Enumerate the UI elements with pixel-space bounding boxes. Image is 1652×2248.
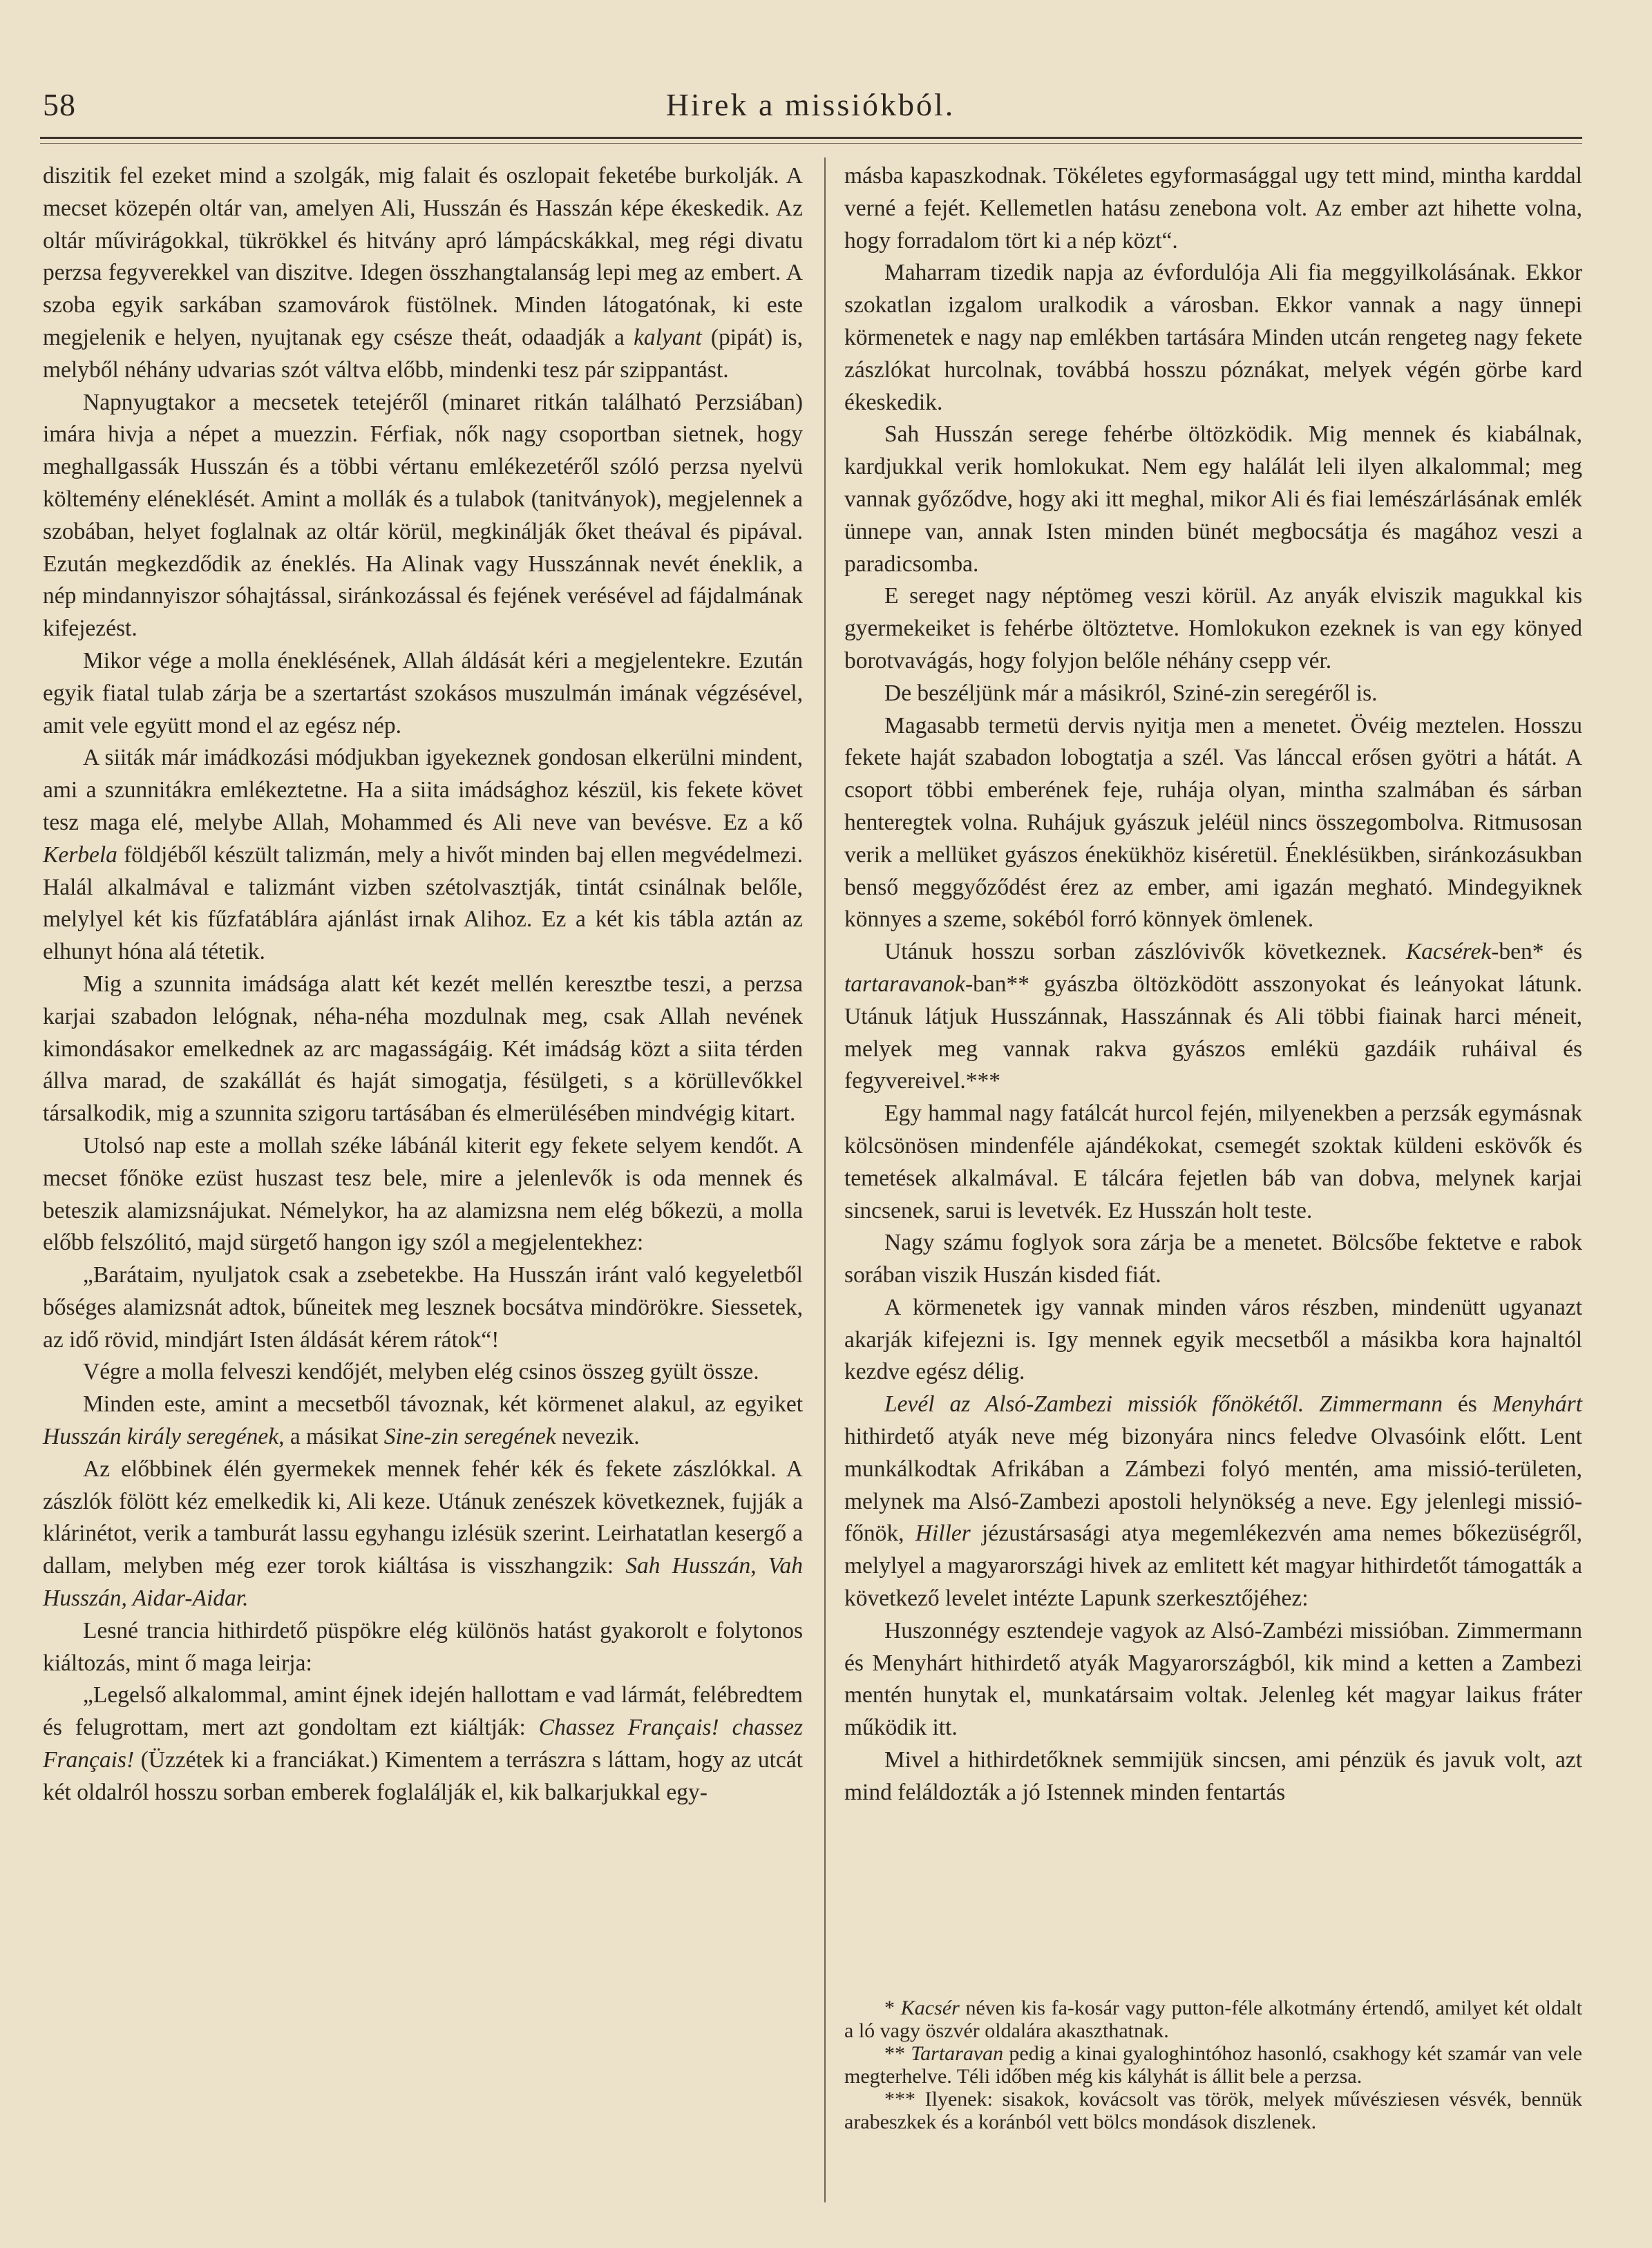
paragraph-l9 — [43, 1389, 803, 1454]
text-run: Utolsó nap este a mollah széke lábánál kiterit egy fekete selyem kendőt. A mecset főnöke ezüst huszast tesz bele, mire a jelenlevők is oda mennek és beteszik alamizsnájukat. Némelykor, ha az alamizsna nem elég bőkezü, a molla előbb felszólitó, majd sürgető hangon igy szól a megjelentekhez: — [43, 1132, 803, 1256]
text-run: *** Ilyenek: sisakok, kovácsolt vas török, melyek művésziesen vésvék, bennük arabeszkek és a koránból vett bölcs mondások diszlenek. — [844, 2088, 1582, 2133]
paragraph-l5 — [43, 969, 803, 1130]
text-run: néven kis fa-kosár vagy putton-féle alkotmány értendő, amilyet két oldalt a ló vagy öszvér oldalára akaszthatnak. — [844, 1997, 1583, 2042]
text-run: Nagy számu foglyok sora zárja be a menetet. Bölcsőbe fektetve e rabok sorában viszik Huszán kisded fiát. — [844, 1230, 1582, 1288]
text-run: Utánuk hosszu sorban zászlóvivők következnek. — [884, 939, 1406, 965]
text-run: Magasabb termetü dervis nyitja men a menetet. Övéig meztelen. Hosszu fekete haját szabadon lobogtatja a szél. Vas lánccal erősen gyötri a hátát. A csoport többi emberének feje, ruhája olyan, mintha szalmában és sárban henteregtek volna. Ruhájuk gyászuk jeléül nincs összegombolva. Ritmusosan verik a mellüket gyászos énekükhöz kiséretül. Éneklésükben, siránkozásukban benső meggyőződést érez az ember, ami igazán megható. Mindegyiknek könnyes a szeme, sokéból forró könnyek ömlenek. — [844, 712, 1582, 933]
text-run: Mikor vége a molla éneklésének, Allah áldását kéri a megjelentekre. Ezután egyik fiatal tulab zárja be a szertartást szokásos muszulmán imának végzésével, amit vele együtt mond el az egész nép. — [43, 647, 803, 739]
text-run: A siiták már imádkozási módjukban igyekeznek gondosan elkerülni mindent, ami a szunnitákra emlékeztetne. Ha a siita imádsághoz készül, kis fekete követ tesz maga elé, melybe Allah, Mohammed és Ali neve van bevésve. Ez a kő — [43, 745, 803, 835]
text-run: ben* és — [1499, 939, 1583, 965]
text-run: E sereget nagy néptömeg veszi körül. Az anyák elviszik magukkal kis gyermekeiket is fehérbe öltöztetve. Homlokukon ezeknek is van egy könyed borotvavágás, hogy folyjon belőle néhány csepp vér. — [844, 583, 1582, 674]
paragraph-l10 — [43, 1454, 803, 1615]
paragraph-r11 — [844, 1389, 1582, 1615]
paragraph-l3 — [43, 645, 803, 742]
italic-text: Sah Husszán, Vah Husszán, Aidar-Aidar. — [43, 1553, 803, 1612]
italic-text: tartaravanok — [844, 971, 965, 997]
paragraph-r8 — [844, 1098, 1582, 1227]
text-run: ** — [884, 2042, 911, 2065]
footnote-f1 — [844, 1997, 1582, 2042]
paragraph-l1 — [43, 160, 803, 387]
footnote-f3 — [844, 2088, 1582, 2133]
italic-text: Kerbela — [43, 841, 117, 868]
text-run: Az előbbinek élén gyermekek mennek fehér kék és fekete zászlókkal. A zászlók fölött kéz emelkedik ki, Ali keze. Utánuk zenészek következnek, fujják a klárinétot, verik a tamburát lassu egyhangu izlésük szerint. Leirhatatlan kesergő a dallam, melyben még ezer torok kiáltása is visszhangzik: — [43, 1456, 803, 1579]
text-run: „Barátaim, nyuljatok csak a zsebetekbe. Ha Husszán iránt való kegyeletből bőséges alamizsnát adtok, bűneitek meg lesznek bocsátva mindörökre. Siessetek, az idő rövid, mindjárt Isten áldását kérem rátok“! — [43, 1262, 803, 1353]
text-run — [1304, 1391, 1319, 1417]
text-run: és — [1442, 1391, 1492, 1418]
page-number: 58 — [43, 87, 76, 122]
text-run: nevezik. — [556, 1424, 640, 1450]
paragraph-l6 — [43, 1130, 803, 1259]
text-run: hithirdető atyák neve még bizonyára nincs feledve Olvasóink előtt. Lent munkálkodtak Afrikában a Zámbezi folyó mentén, ama missió-területen, melynek ma Alsó-Zambezi apostoli helynökség a neve. Egy jelenlegi missió-főnök, — [844, 1424, 1582, 1547]
paragraph-l4 — [43, 742, 803, 969]
text-run: Sah Husszán serege fehérbe öltözködik. Mig mennek és kiabálnak, kardjukkal verik homlokukat. Nem egy halálát leli ilyen alkalommal; meg vannak győződve, hogy aki itt meghal, mikor Ali és fiai lemészárlásának emlék ünnepe van, annak Isten minden bünét megbocsátja és magához veszi a paradicsomba. — [844, 421, 1582, 577]
paragraph-l8 — [43, 1356, 803, 1389]
text-run: diszitik fel ezeket mind a szolgák, mig falait és oszlopait feketébe burkolják. A mecset közepén oltár van, amelyen Ali, Husszán és Hasszán képe ékeskedik. Az oltár művirágokkal, tükrökkel és hitvány apró lámpácskákkal, meg régi divatu perzsa fegyverekkel van diszitve. Idegen összhangtalanság lepi meg az embert. A szoba egyik sarkában szamovárok füstölnek. Minden látogatónak, ki este megjelenik e helyen, nyujtanak egy csésze theát, odaadják a — [43, 163, 803, 350]
italic-text: Menyhárt — [1492, 1391, 1583, 1418]
text-run: Napnyugtakor a mecsetek tetejéről (minaret ritkán található Perzsiában) imára hivja a népet a muezzin. Férfiak, nők nagy csoportban sietnek, hogy meghallgassák Husszán és a többi vértanu emlékezetéről szóló perzsa nyelvü költemény eléneklését. Amint a mollák és a tulabok (tanitványok), megjelennek a szobában, helyet foglalnak az oltár körül, megkinálják őket theával és pipával. Ezután megkezdődik az éneklés. Ha Alinak vagy Husszánnak nevét éneklik, a nép mindannyiszor sóhajtással, siránkozással és fejének verésével ad fájdalmának kifejezést. — [43, 389, 803, 642]
paragraph-r5 — [844, 678, 1582, 710]
running-title: Hirek a missiókból. — [665, 87, 956, 122]
italic-text: kalyant — [634, 324, 702, 350]
right-column — [844, 160, 1582, 1809]
page-header — [40, 79, 1581, 135]
text-run: De beszéljünk már a másikról, Sziné-zin seregéről is. — [884, 680, 1378, 706]
text-run: pedig a kinai gyaloghintóhoz hasonló, csakhogy két szamár van vele megterhelve. Téli időben még kis kályhát is állit bele a perzsa. — [844, 2042, 1582, 2088]
text-run: Minden este, amint a mecsetből távoznak, két körmenet alakul, az egyiket — [83, 1391, 803, 1418]
text-run: Végre a molla felveszi kendőjét, melyben elég csinos összeg gyült össze. — [83, 1359, 759, 1385]
paragraph-r9 — [844, 1227, 1582, 1292]
paragraph-r12 — [844, 1615, 1582, 1744]
text-run: Mig a szunnita imádsága alatt két kezét mellén keresztbe teszi, a perzsa karjai szabadon lelógnak, néha-néha mozdulnak meg, csak Allah nevének kimondásakor emelkednek az arc magasságáig. Két imádság közt a siita térden állva marad, de szakállát és haját simogatja, fésülgeti, s a körüllevőkkel társalkodik, mig a szunnita szigoru tartásában és elmerülésében mindvégig kitart. — [43, 971, 803, 1127]
text-run: Lesné trancia hithirdető püspökre elég különös hatást gyakorolt e folytonos kiáltozás, mint ő maga leirja: — [43, 1617, 803, 1676]
text-run: (pipát) is, melyből néhány udvarias szót váltva előbb, mindenki tesz pár szippantást. — [43, 324, 803, 383]
header-rule — [40, 137, 1582, 139]
paragraph-l12 — [43, 1679, 803, 1809]
footnotes — [844, 1997, 1582, 2133]
italic-text: Sine-zin seregének — [383, 1424, 556, 1450]
paragraph-r4 — [844, 580, 1582, 677]
paragraph-l2 — [43, 387, 803, 645]
italic-text: Chassez Français! chassez Français! — [43, 1715, 803, 1773]
text-run: A körmenetek igy vannak minden város részben, mindenütt ugyanazt akarják kifejezni is. Igy mennek egyik mecsetből a másikba kora hajnaltól kezdve egész délig. — [844, 1294, 1582, 1385]
left-column — [43, 160, 803, 1809]
text-run: másba kapaszkodnak. Tökéletes egyformasággal ugy tett mind, mintha karddal verné a fejét. Kellemetlen hatásu zenebona volt. Az ember azt hihette volna, hogy forradalom tört ki a nép közt“. — [844, 163, 1582, 254]
footnote-f2 — [844, 2042, 1582, 2088]
text-run: -ban** gyászba öltözködött asszonyokat és leányokat látunk. Utánuk látjuk Husszánnak, Hasszánnak és Ali többi fiainak harci méneit, melyek meg vannak rakva gyászos emlékü gazdáik ruháival és fegyvereivel.*** — [844, 971, 1582, 1094]
text-run: * — [884, 1997, 901, 2019]
paragraph-r13 — [844, 1744, 1582, 1809]
italic-text: Levél az Alsó-Zambezi missiók főnökétől. — [884, 1391, 1304, 1418]
text-run: Egy hammal nagy fatálcát hurcol fején, milyenekben a perzsák egymásnak kölcsönösen mindenféle ajándékokat, csemegét szoktak küldeni eskövők és temetések alkalmával. E tálcára fejetlen báb van dobva, melynek karjai sincsenek, sarui is levetvék. Ez Husszán holt teste. — [844, 1101, 1582, 1223]
paragraph-r10 — [844, 1292, 1582, 1389]
paragraph-r2 — [844, 257, 1582, 419]
paragraph-r7 — [844, 936, 1582, 1098]
text-run: Mivel a hithirdetőknek semmijük sincsen, ami pénzük és javuk volt, azt mind feláldozták a jó Istennek minden fentartás — [844, 1747, 1582, 1805]
header-rule-thin — [40, 143, 1582, 144]
text-run: Huszonnégy esztendeje vagyok az Alsó-Zambézi missióban. Zimmermann és Menyhárt hithirdető atyák Magyarországból, kik mind a ketten a Zambezi mentén hunytak el, munkatársaim voltak. Jelenleg két magyar laikus fráter működik itt. — [844, 1617, 1582, 1741]
italic-text: Kacsér — [900, 1997, 960, 2019]
text-run: Maharram tizedik napja az évfordulója Ali fia meggyilkolásának. Ekkor szokatlan izgalom uralkodik a városban. Ekkor vannak a nagy ünnepi körmenetek e nagy nap emlékben tartására Minden utcán rengeteg nagy fekete zászlókat hurcolnak, továbbá hosszu póznákat, melyek végén görbe kard ékeskedik. — [844, 260, 1582, 415]
paragraph-r6 — [844, 710, 1582, 937]
text-run: „Legelső alkalommal, amint éjnek idején hallottam e vad lármát, felébredtem és felugrottam, mert azt gondoltam ezt kiáltják: — [43, 1682, 803, 1741]
italic-text: Zimmermann — [1319, 1391, 1443, 1418]
column-divider — [824, 158, 826, 2202]
italic-text: Kacsérek- — [1405, 939, 1499, 965]
text-run: jézustársasági atya megemlékezvén ama nemes bőkezüségről, melylyel a magyarországi hivek az emlitett két magyar hithirdetőt támogatták a következő levelet intézte Lapunk szerkesztőjéhez: — [844, 1521, 1582, 1612]
italic-text: Husszán király seregének, — [43, 1424, 285, 1450]
paragraph-l7 — [43, 1259, 803, 1356]
italic-text: Tartaravan — [911, 2042, 1004, 2065]
italic-text: Hiller — [915, 1521, 971, 1547]
paragraph-l11 — [43, 1615, 803, 1680]
paragraph-r3 — [844, 419, 1582, 580]
text-run: a másikat — [284, 1424, 384, 1450]
paragraph-r1 — [844, 160, 1582, 257]
text-run: földjéből készült talizmán, mely a hivőt minden baj ellen megvédelmezi. Halál alkalmával e talizmánt vizben szétolvasztják, tintát csinálnak belőle, melylyel két kis fűzfatáblára ajánlást irnak Alihoz. Ez a két kis tábla aztán az elhunyt hóna alá tétetik. — [43, 841, 803, 965]
text-run: (Üzzétek ki a franciákat.) Kimentem a terrászra s láttam, hogy az utcát két oldalról hosszu sorban emberek foglalálják el, kik balkarjukkal egy- — [43, 1747, 803, 1805]
